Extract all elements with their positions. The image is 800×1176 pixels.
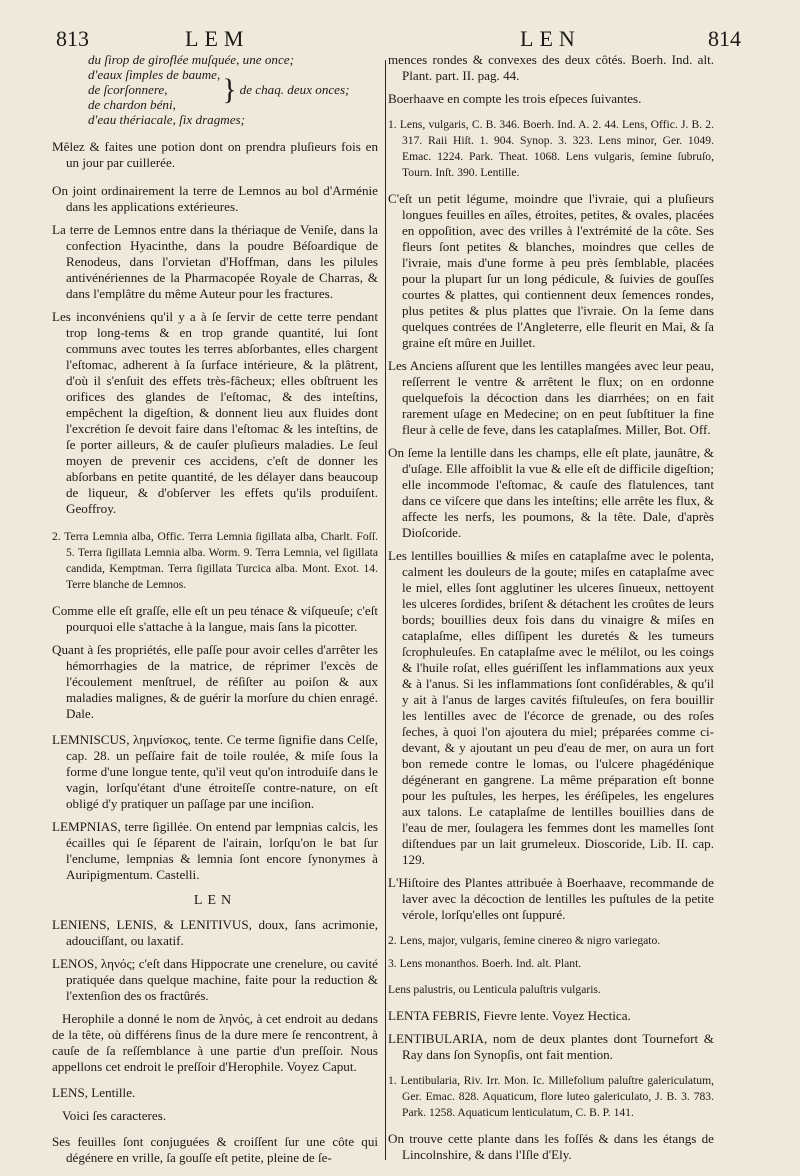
paragraph: Voici ſes caracteres. xyxy=(62,1108,167,1123)
entry-lemniscus: LEMNISCUS, λημνίσκος, tente. Ce terme ſignifie dans Celſe, cap. 28. un peſſaire fait de toile roulée, & miſe ſous la forme d'une longue tente, qu'il veut qu'on introduiſe dans le vagin, lorſqu'étant d'une étroiteſſe contre-nature, on eſt obligé d'y pratiquer un paſſage par une inciſion. xyxy=(52,732,378,811)
synonym-entry: 3. Lens monanthos. Boerh. Ind. alt. Plant. xyxy=(388,957,582,970)
recipe-line: d'eau thériacale, ſix dragmes; xyxy=(88,112,245,127)
entry-lentibularia: LENTIBULARIA, nom de deux plantes dont Tournefort & Ray dans ſon Synopſis, ont fait mention. xyxy=(388,1031,714,1062)
entry-lenos: LENOS, ληνός; c'eſt dans Hippocrate une crenelure, ou cavité pratiquée dans quelque machine, faite pour la reduction & l'extenſion des os fractûrés. xyxy=(52,956,378,1003)
recipe-block xyxy=(52,52,378,127)
paragraph: Comme elle eſt graſſe, elle eſt un peu ténace & viſqueuſe; c'eſt pourquoi elle s'attache à la langue, mais ſans la picotter. xyxy=(52,603,378,634)
paragraph: mences rondes & convexes des deux côtés. Boerh. Ind. alt. Plant. part. II. pag. 44. xyxy=(388,52,714,83)
recipe-line: du ſirop de giroflée muſquée, une once; xyxy=(88,52,294,67)
paragraph: L'Hiſtoire des Plantes attribuée à Boerhaave, recommande de laver avec la décoction de lentilles les puſtules de la petite vérole, lorſqu'elles ont ſuppuré. xyxy=(388,875,714,922)
recipe-brace-group xyxy=(88,67,378,112)
synonym-entry: 1. Lentibularia, Riv. Irr. Mon. Ic. Millefolium paluſtre galericulatum, Ger. Emac. 828. Aquaticum, flore luteo galericulato, J. B. 3. 783. Park. 1258. Aquaticum lenticulatum, C. B. P. 141. xyxy=(388,1074,714,1119)
recipe-line: d'eaux ſimples de baume, xyxy=(88,67,221,82)
recipe-line: de ſcorſonnere, xyxy=(88,82,168,97)
paragraph: Mêlez & faites une potion dont on prendra pluſieurs fois en un jour par cuillerée. xyxy=(52,139,378,170)
paragraph: C'eſt un petit légume, moindre que l'ivraie, qui a pluſieurs longues feuilles en aîles, étroites, petites, & ovales, placées en oppoſition, avec des vrilles à l'extrémité de la côte. Ses fleurs ſont petites & blanches, moindres que celles de l'ivraie, mais d'une forme à peu près ſemblable, placées pour la plupart ſur un long pédicule, & ſuivies de gouſſes courtes & plattes, qui contiennent deux ſemences rondes, plus petites & plus plattes que l'ivraie. On la ſeme dans quelques contrées de l'Angleterre, elle fleurit en Mai, & ſa graine eſt mûre en Juillet. xyxy=(388,191,714,350)
synonym-entry: 2. Terra Lemnia alba, Offic. Terra Lemnia ſigillata alba, Charlt. Foſſ. 5. Terra ſigillata Lemnia alba. Worm. 9. Terra Lemnia, vel ſigillata candida, Kemptman. Terra ſigillata Turcica alba. Mont. Exot. 14. Terre blanche de Lemnos. xyxy=(52,530,378,591)
synonym-entry: 2. Lens, major, vulgaris, ſemine cinereo & nigro variegato. xyxy=(388,934,661,947)
entry-lens: LENS, Lentille. xyxy=(52,1085,136,1100)
entry-lenta-febris: LENTA FEBRIS, Fievre lente. Voyez Hectica. xyxy=(388,1008,631,1023)
entry-leniens: LENIENS, LENIS, & LENITIVUS, doux, ſans acrimonie, adouciſſant, ou laxatif. xyxy=(52,917,378,948)
left-running-word: LEM xyxy=(185,26,250,51)
recipe-line: de chardon béni, xyxy=(88,97,176,112)
paragraph: La terre de Lemnos entre dans la thériaque de Veniſe, dans la confection Hyacinthe, dans la poudre Béſoardique de Renodeus, dans l'orvietan d'Hoffman, dans les pilules antivénériennes de la Pharmacopée Royale de Charras, & dans l'emplâtre du même Auteur pour les fractures. xyxy=(52,222,378,301)
right-page-number: 814 xyxy=(708,26,741,51)
entry-lempnias: LEMPNIAS, terre ſigillée. On entend par lempnias calcis, les écailles qui ſe ſéparent de l'airain, lorſqu'on le bat ſur l'enclume, lempnias & lemnia ſont encore ſynonymes à Auripigmentum. Castelli. xyxy=(52,819,378,882)
right-running-word: LEN xyxy=(520,26,581,51)
left-column xyxy=(52,52,378,1173)
recipe-brace-label: de chaq. deux onces; xyxy=(239,82,350,97)
paragraph: Les inconvéniens qu'il y a à ſe ſervir de cette terre pendant trop long-tems & en trop grande quantité, lui ſont communs avec toutes les terres abſorbantes, elles chargent l'eſtomac, adherent à ſa ſurface intérieure, & la plâtrent, d'où il s'enſuit des effets très-fâcheux; elles obſtruent les orifices des glandes de l'eſtomac, & des inteſtins, empêchent la digeſtion, & donnent lieu aux fluides dont l'excrétion ſe devoit faire dans l'eſtomac & les inteſtins, de ſe porter ailleurs, & de cauſer pluſieurs maladies. Le ſeul moyen de prevenir ces accidens, c'eſt de donner les abſorbans en petite quantité, de les délayer dans beaucoup de liqueur, & d'obſerver les effets qu'ils produiſent. Geoffroy. xyxy=(52,309,378,516)
recipe-brace-items xyxy=(88,67,220,112)
section-heading-len: LEN xyxy=(193,893,237,908)
brace-glyph: } xyxy=(222,72,237,106)
paragraph: Quant à ſes propriétés, elle paſſe pour avoir celles d'arrêter les hémorrhagies de la matrice, de réprimer l'excès de l'écoulement menſtruel, de réſiſter au poiſon & aux maladies malignes, & de guérir la morſure du chien enragé. Dale. xyxy=(52,642,378,721)
synonym-entry: 1. Lens, vulgaris, C. B. 346. Boerh. Ind. A. 2. 44. Lens, Offic. J. B. 2. 317. Raii Hiſt. 1. 904. Synop. 3. 323. Lens minor, Ger. 1049. Emac. 1224. Park. Theat. 1068. Lens vulgaris, ſemine ſubruſo, Tourn. Inſt. 390. Lentille. xyxy=(388,118,714,179)
entry-lens-palustris: Lens palustris, ou Lenticula paluſtris vulgaris. xyxy=(388,983,601,996)
paragraph: On trouve cette plante dans les foſſés & dans les étangs de Lincolnshire, & dans l'Iſle d'Ely. xyxy=(388,1131,714,1162)
paragraph: Boerhaave en compte les trois eſpeces ſuivantes. xyxy=(388,91,642,106)
paragraph: Les Anciens aſſurent que les lentilles mangées avec leur peau, reſſerrent le ventre & arrêtent le flux; on en ordonne quelquefois la décoction dans les diarrhées; on en fait rarement uſage en Medecine; on en peut ſubſtituer la fine fleur à celle de feve, dans les cataplaſmes. Miller, Bot. Off. xyxy=(388,358,714,437)
paragraph: Les lentilles bouillies & miſes en cataplaſme avec le polenta, calment les douleurs de la goute; miſes en cataplaſme avec le miel, elles ſont agglutiner les ulceres ſinueux, nettoyent les ulceres ſordides, briſent & détachent les croûtes de leurs bords; bouillies deux fois dans du vinaigre & miſes en cataplaſme, elles diſſipent les duretés & les tumeurs ſcrophuleuſes. En cataplaſme avec le mélilot, ou les coings & l'huile roſat, elles guériſſent les inflammations aux yeux & à l'anus. Si les inflammations ſont conſidérables, & qu'il y ait à l'anus de larges cavités fiſtuleuſes, on fera bouillir les lentilles avec de l'écorce de grenade, ou des roſes ſeches, à quoi l'on ajoutera du miel; préparées comme ci-devant, & y ajoutant un peu d'eau de mer, on aura un fort bon remede contre le lomas, ou l'ulcere phagédénique dégénerant en gangrene. La même préparation eſt bonne pour les puſtules, les herpes, les éréſipeles, les engelures aux talons. Le cataplaſme de lentilles bouillies dans de l'eau de mer, ſoulagera les femmes dont les mamelles ſont diſtendues par un lait grumeleux. Dioscoride, Lib. II. cap. 129. xyxy=(388,548,714,867)
paragraph: Herophile a donné le nom de ληνός, à cet endroit au dedans de la tête, où différens ſinus de la dure mere ſe rencontrent, à cauſe de ſa reſſemblance à une partie d'un preſſoir. Nous appellons cet endroit le preſſoir d'Herophile. Voyez Caput. xyxy=(52,1011,378,1074)
column-divider xyxy=(385,60,386,1160)
right-column xyxy=(388,52,714,1170)
paragraph: On ſeme la lentille dans les champs, elle eſt plate, jaunâtre, & d'uſage. Elle affoiblit la vue & elle eſt de difficile digeſtion; elle incommode l'eſtomac, & cauſe des flatulences, tant dans ce viſcere que dans les inteſtins; elle arrête les flux, & affecte les nerfs, les poumons, & la tête. Dale, d'après Dioſcoride. xyxy=(388,445,714,540)
left-page-number: 813 xyxy=(56,26,89,51)
paragraph: Ses feuilles ſont conjuguées & croiſſent ſur une côte qui dégénere en vrille, ſa gouſſe eſt petite, pleine de ſe- xyxy=(52,1134,378,1165)
paragraph: On joint ordinairement la terre de Lemnos au bol d'Arménie dans les applications extérieures. xyxy=(52,183,378,214)
